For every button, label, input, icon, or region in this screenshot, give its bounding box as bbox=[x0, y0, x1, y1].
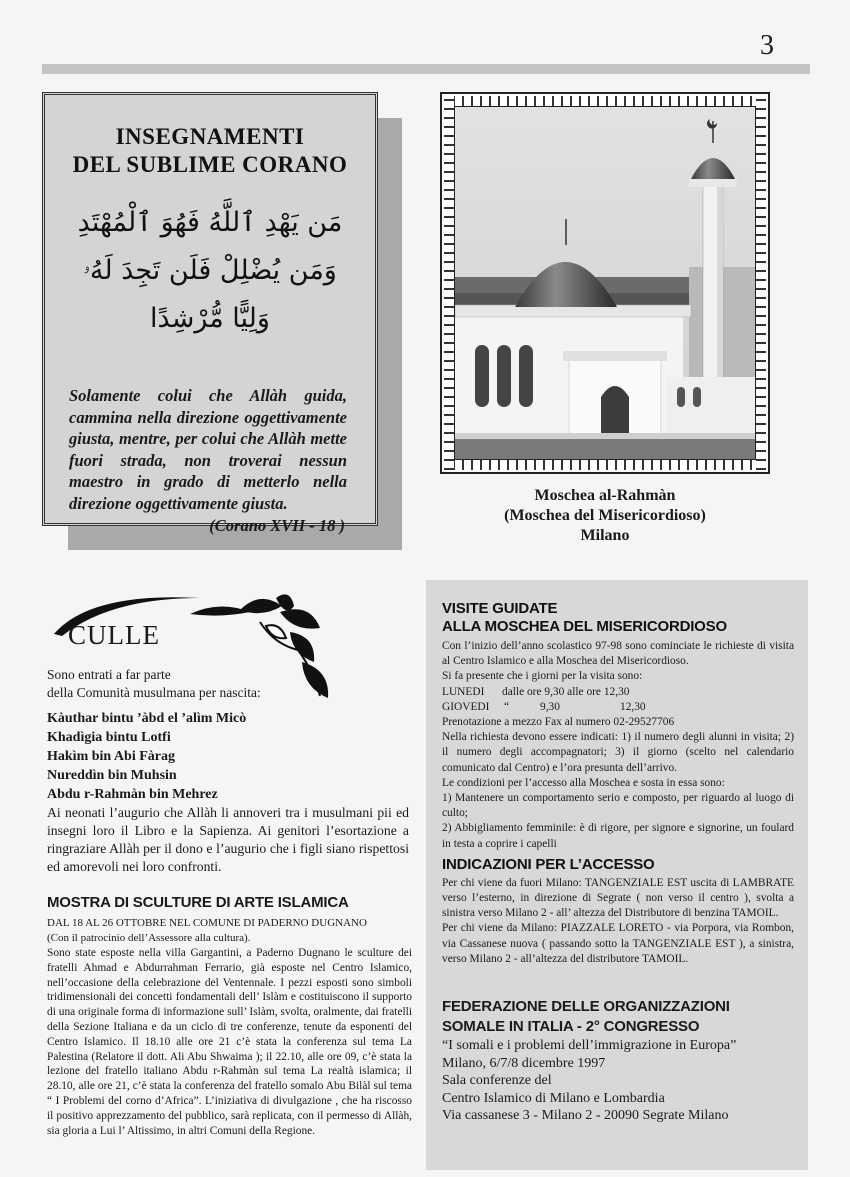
mostra-title: MOSTRA DI SCULTURE DI ARTE ISLAMICA bbox=[47, 894, 349, 911]
federazione-section bbox=[442, 997, 794, 1125]
greek-key-border-top bbox=[444, 96, 766, 106]
accesso-para-2: Per chi viene da Milano: PIAZZALE LORETO - via Porpora, via Rombon, via Cassanese nuova ( passando sotto la TANGENZIALE EST ), a sinistra, verso Milano 2 - all’altezza del distributore TAMOIL. bbox=[442, 922, 794, 965]
federazione-line-2: Milano, 6/7/8 dicembre 1997 bbox=[442, 1055, 606, 1071]
culle-title: CULLE bbox=[68, 620, 160, 650]
mostra-body: Sono state esposte nella villa Gargantini, a Paderno Dugnano le sculture dei fratelli Ahmad e Abdurrahman Ferrario, già esposte nel Centro Islamico, nell’occasione della celebrazione del Ventennale. I pezzi esposti sono simboli tridimensionali dei concetti fondamentali dell’ Islàm e costituiscono il supporto di una originale forma di informazione sull’ Islàm, svolta, oralmente, dai fratelli della Sezione Italiana e da un ciclo di tre conferenze, tenute da esponenti del Centro Islamico. Il 18.10 alle ore 21 c’è stata la conferenza sul tema La Palestina (Relatore il dott. Ali Abu Shwaima ); il 22.10, alle ore 09, c’è stata la lezione del fratello italiano Abdu r-Rahmàn sul tema La realtà islamica; il 28.10, alle ore 21, c’è stata la conferenza del fratello somalo Abu Bilàl sul tema “ I Problemi del corno d’Africa”. L’iniziativa di divulgazione , che ha riscosso il positivo apprezzamento del pubblico, sarà replicata, con il permesso di Allàh, sia gloria a Lui l’ Altissimo, in altri Comuni della Regione. bbox=[47, 947, 412, 1137]
visite-condition-1: 1) Mantenere un comportamento serio e composto, per riguardo al luogo di culto; bbox=[442, 792, 794, 820]
info-box bbox=[426, 580, 808, 1170]
list-item: Hakìm bin Abi Fàrag bbox=[47, 749, 175, 764]
list-item: Abdu r-Rahmàn bin Mehrez bbox=[47, 787, 218, 802]
photo-caption: Moschea al-Rahmàn (Moschea del Misericordioso) Milano bbox=[504, 487, 706, 544]
birth-names-list bbox=[47, 709, 246, 804]
visite-condition-2: 2) Abbigliamento femminile: è di rigore, per signore e signorine, un foulard in testa a coprire i capelli bbox=[442, 822, 794, 850]
quran-translation: Solamente colui che Allàh guida, cammina nella direzione oggettivamente giusta, mentre, per colui che Allàh mette fuori strada, non troverai nessun maestro in grado di metterlo nella direzione oggettivamente giusta. bbox=[69, 386, 347, 513]
federazione-line-4: Centro Islamico di Milano e Lombardia bbox=[442, 1090, 665, 1106]
visite-conditions-intro: Le condizioni per l’accesso alla Moschea e sosta in essa sono: bbox=[442, 776, 725, 789]
page-number: 3 bbox=[760, 30, 774, 61]
culle-wish-text: Ai neonati l’augurio che Allàh li annoveri tra i musulmani pii ed insegni loro il Libro e la Sapienza. Ai genitori l’esortazione a ringraziare Allàh per il dono e l’augurio che i figli siano rispettosi ed amorevoli nei loro confronti. bbox=[47, 805, 409, 874]
visite-day-thursday: GIOVEDI “ 9,30 12,30 bbox=[442, 700, 646, 713]
federazione-title: FEDERAZIONE DELLE ORGANIZZAZIONI SOMALE IN ITALIA - 2° CONGRESSO bbox=[442, 998, 730, 1036]
quran-box bbox=[42, 92, 378, 535]
visite-title: VISITE GUIDATE ALLA MOSCHEA DEL MISERICORDIOSO bbox=[442, 600, 727, 635]
federazione-line-3: Sala conferenze del bbox=[442, 1073, 552, 1089]
quran-reference: (Corano XVII - 18 ) bbox=[209, 516, 345, 535]
visite-day-monday: LUNEDI dalle ore 9,30 alle ore 12,30 bbox=[442, 685, 630, 698]
greek-key-border-right bbox=[756, 96, 766, 470]
accesso-para-1: Per chi viene da fuori Milano: TANGENZIALE EST uscita di LAMBRATE verso l’esterno, in direzione di Segrate ( non verso il centro ), svolta a sinistra verso Milano 2 - all’ altezza del Distributore di benzina TAMOIL. bbox=[442, 876, 794, 920]
greek-key-border-left bbox=[444, 96, 454, 470]
visite-intro: Con l’inizio dell’anno scolastico 97-98 sono cominciate le richieste di visita al Centro Islamico e alla Moschea del Misericordioso. bbox=[442, 640, 794, 668]
mosque-photo bbox=[440, 92, 770, 474]
federazione-line-1: “I somali e i problemi dell’immigrazione in Europa” bbox=[442, 1038, 737, 1054]
list-item: Nureddìn bin Muhsin bbox=[47, 768, 177, 783]
accesso-title: INDICAZIONI PER L’ACCESSO bbox=[442, 855, 655, 873]
federazione-line-5: Via cassanese 3 - Milano 2 - 20090 Segrate Milano bbox=[442, 1108, 729, 1124]
arabic-verse: مَن يَهْدِ ٱللَّهُ فَهُوَ ٱلْمُهْتَدِ وَمَن يُضْلِلْ فَلَن تَجِدَ لَهُۥ وَلِيًّا مُّرْشِدًا bbox=[77, 207, 343, 334]
culle-intro: Sono entrati a far parte della Comunità musulmana per nascita: bbox=[47, 667, 261, 700]
visite-days-intro: Si fa presente che i giorni per la visita sono: bbox=[442, 670, 643, 683]
top-divider bbox=[42, 64, 810, 74]
visite-request: Nella richiesta devono essere indicati: 1) il numero degli alunni in visita; 2) il numero degli accompagnatori; 3) il giorno (scelto nel calendario comunicato dal Centro) e l’ora presunta dell’arrivo. bbox=[442, 731, 794, 774]
list-item: Khadìgia bintu Lotfi bbox=[47, 730, 171, 745]
mosque-illustration bbox=[455, 107, 756, 460]
list-item: Kàuthar bintu ’àbd el ’alìm Micò bbox=[47, 711, 247, 726]
visite-booking: Prenotazione a mezzo Fax al numero 02-29527706 bbox=[442, 716, 675, 729]
mostra-subtitle: DAL 18 AL 26 OTTOBRE NEL COMUNE DI PADERNO DUGNANO (Con il patrocinio dell’Assessore alla cultura). bbox=[47, 917, 367, 944]
mosque-image bbox=[454, 106, 756, 460]
greek-key-border-bottom bbox=[444, 460, 766, 470]
quran-title: INSEGNAMENTI DEL SUBLIME CORANO bbox=[72, 124, 348, 177]
